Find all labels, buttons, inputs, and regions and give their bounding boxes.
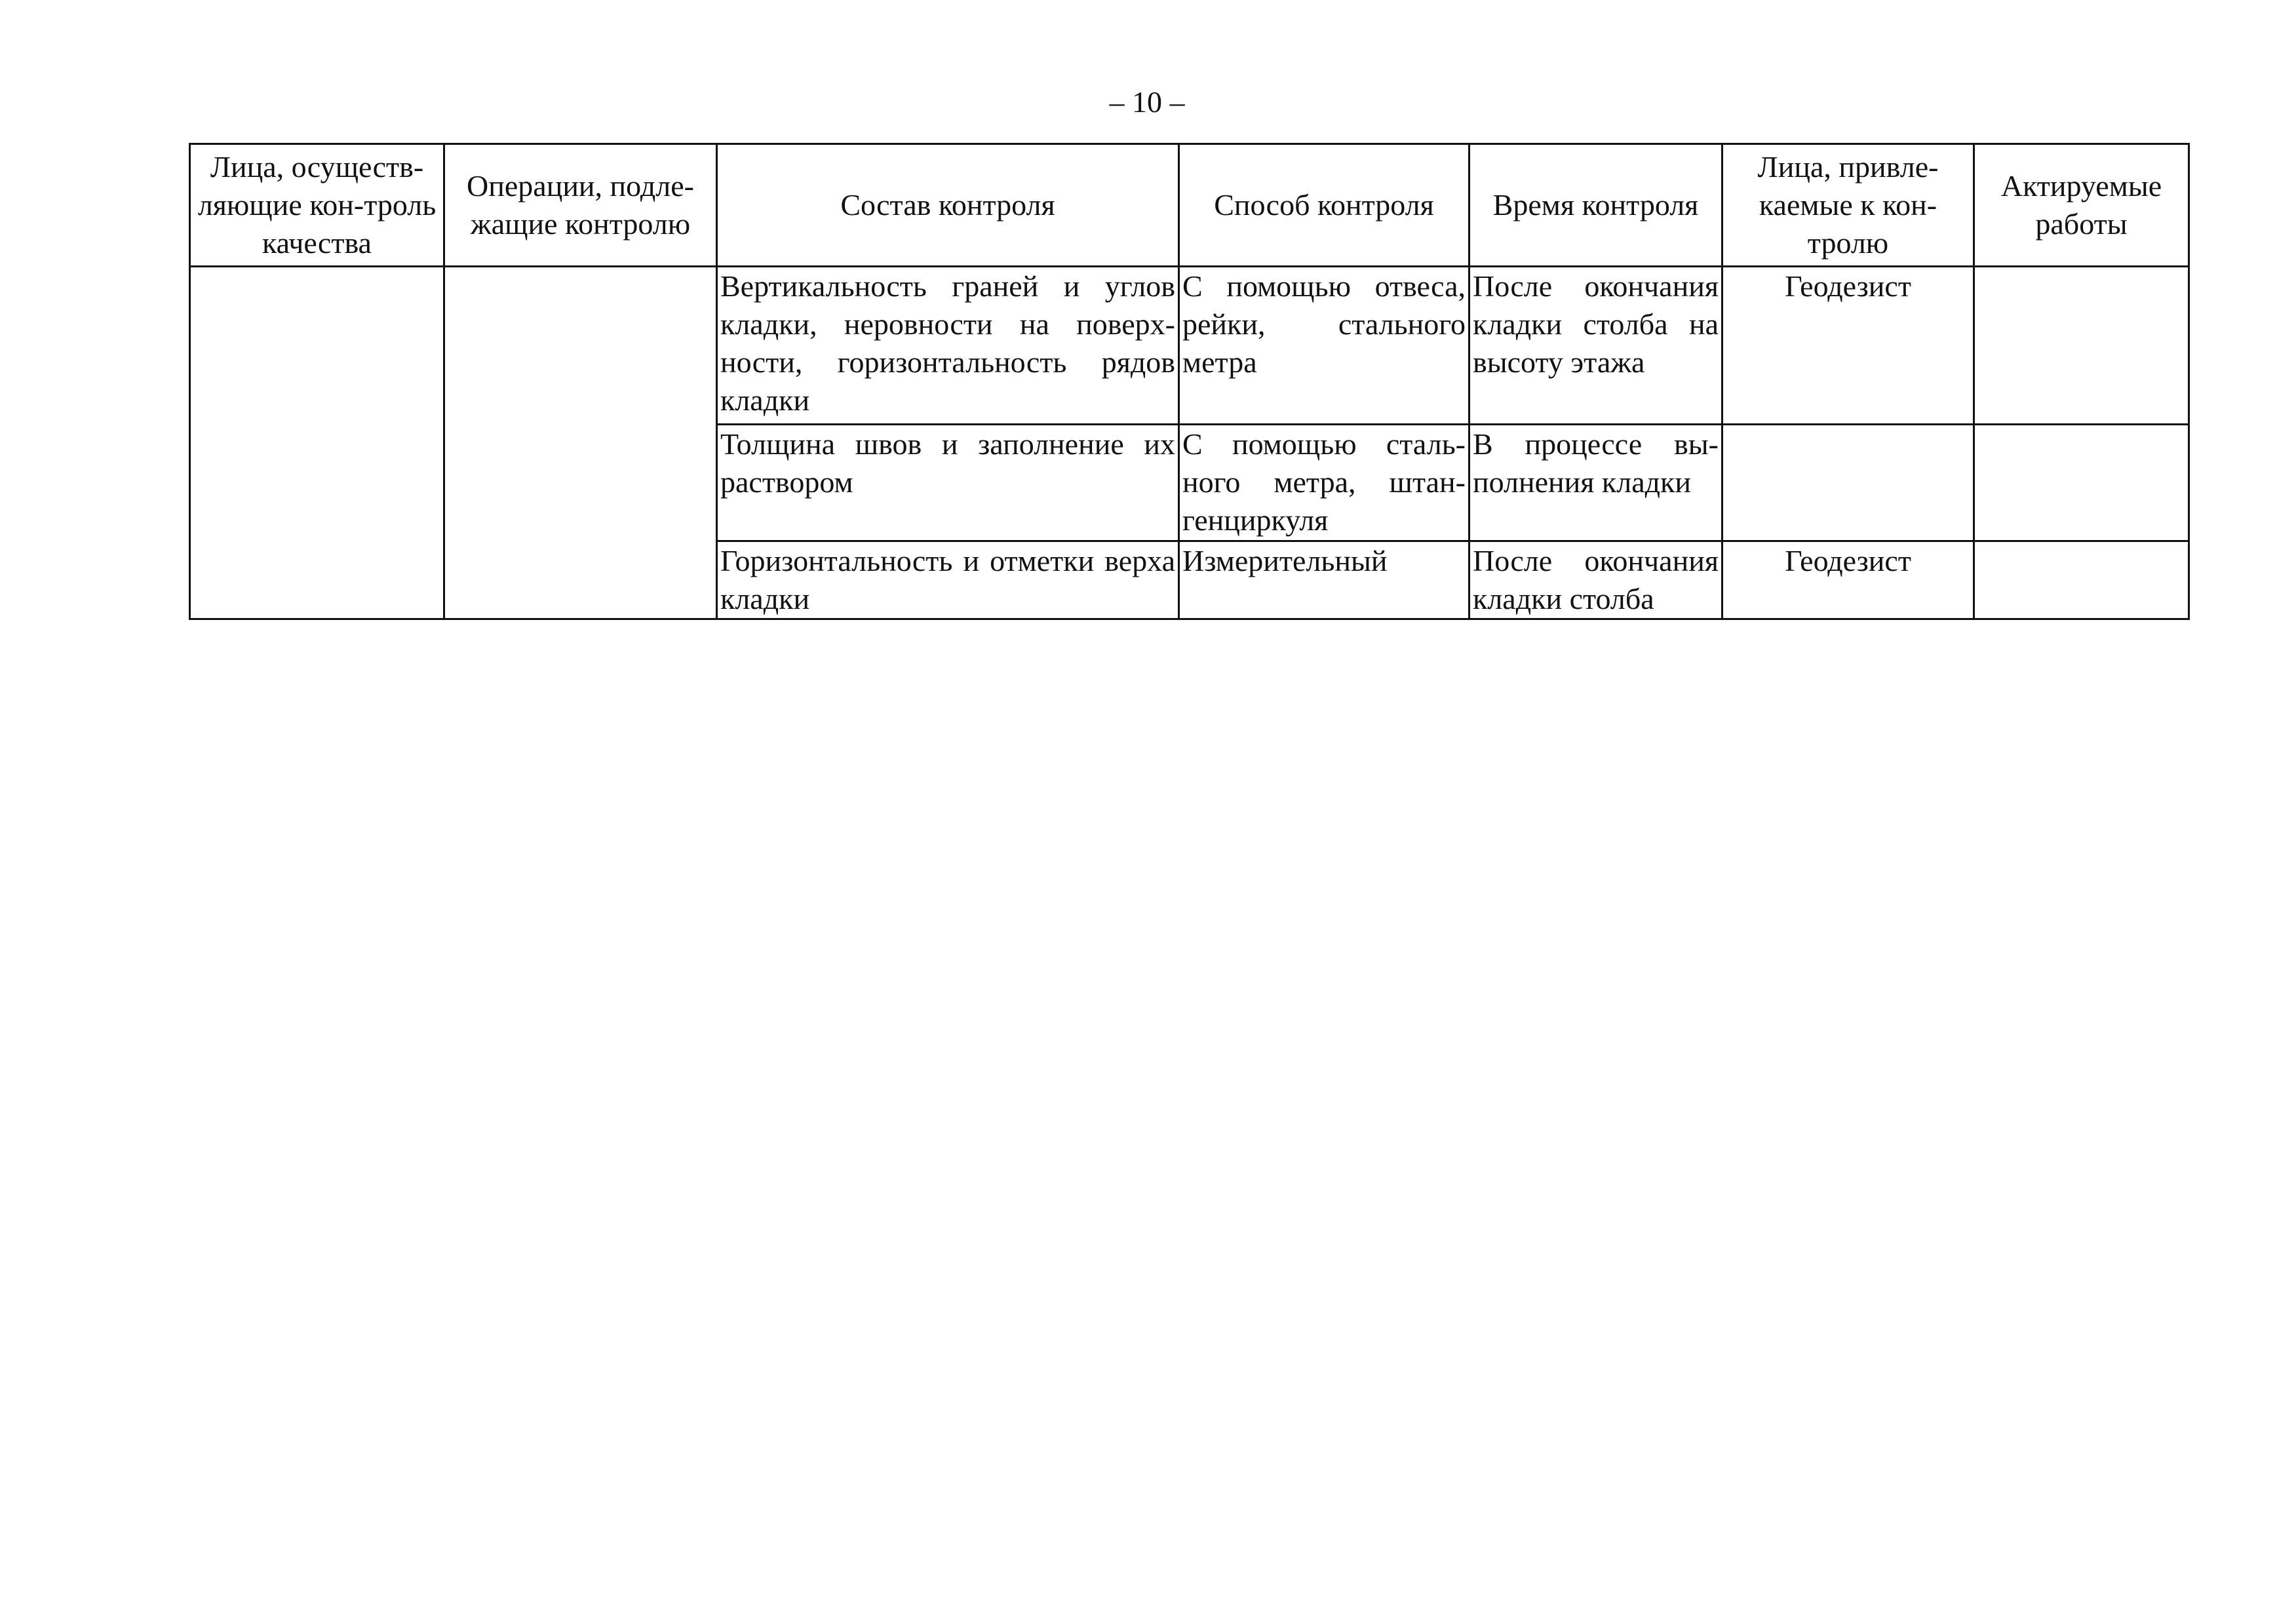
header-responsible-persons: Лица, осуществ-ляющие кон-троль качества — [190, 144, 444, 267]
page-number: – 10 – — [1109, 85, 1185, 119]
cell-control-method: Измерительный — [1179, 541, 1469, 619]
cell-involved-persons: Геодезист — [1722, 267, 1974, 425]
cell-control-time: После окончания кладки столба на высоту этажа — [1469, 267, 1722, 425]
header-control-time: Время контроля — [1469, 144, 1722, 267]
cell-involved-persons — [1722, 425, 1974, 541]
quality-control-table — [189, 143, 2190, 620]
cell-acted-works — [1974, 541, 2189, 619]
cell-control-composition: Вертикальность граней и углов кладки, неровности на поверх-ности, горизонтальность рядов кладки — [717, 267, 1179, 425]
header-operations: Операции, подле-жащие контролю — [444, 144, 717, 267]
cell-control-composition: Толщина швов и заполнение их раствором — [717, 425, 1179, 541]
cell-control-time: После окончания кладки столба — [1469, 541, 1722, 619]
cell-acted-works — [1974, 267, 2189, 425]
cell-control-method: С помощью отвеса, рейки, стального метра — [1179, 267, 1469, 425]
table-header-row — [190, 144, 2189, 267]
header-acted-works: Актируемые работы — [1974, 144, 2189, 267]
cell-control-time: В процессе вы-полнения кладки — [1469, 425, 1722, 541]
cell-involved-persons: Геодезист — [1722, 541, 1974, 619]
table-row — [190, 267, 2189, 425]
cell-operations — [444, 267, 717, 619]
cell-control-composition: Горизонтальность и отметки верха кладки — [717, 541, 1179, 619]
header-control-method: Способ контроля — [1179, 144, 1469, 267]
cell-responsible-persons — [190, 267, 444, 619]
cell-acted-works — [1974, 425, 2189, 541]
header-involved-persons: Лица, привле-каемые к кон-тролю — [1722, 144, 1974, 267]
cell-control-method: С помощью сталь-ного метра, штан-генциркуля — [1179, 425, 1469, 541]
header-control-composition: Состав контроля — [717, 144, 1179, 267]
